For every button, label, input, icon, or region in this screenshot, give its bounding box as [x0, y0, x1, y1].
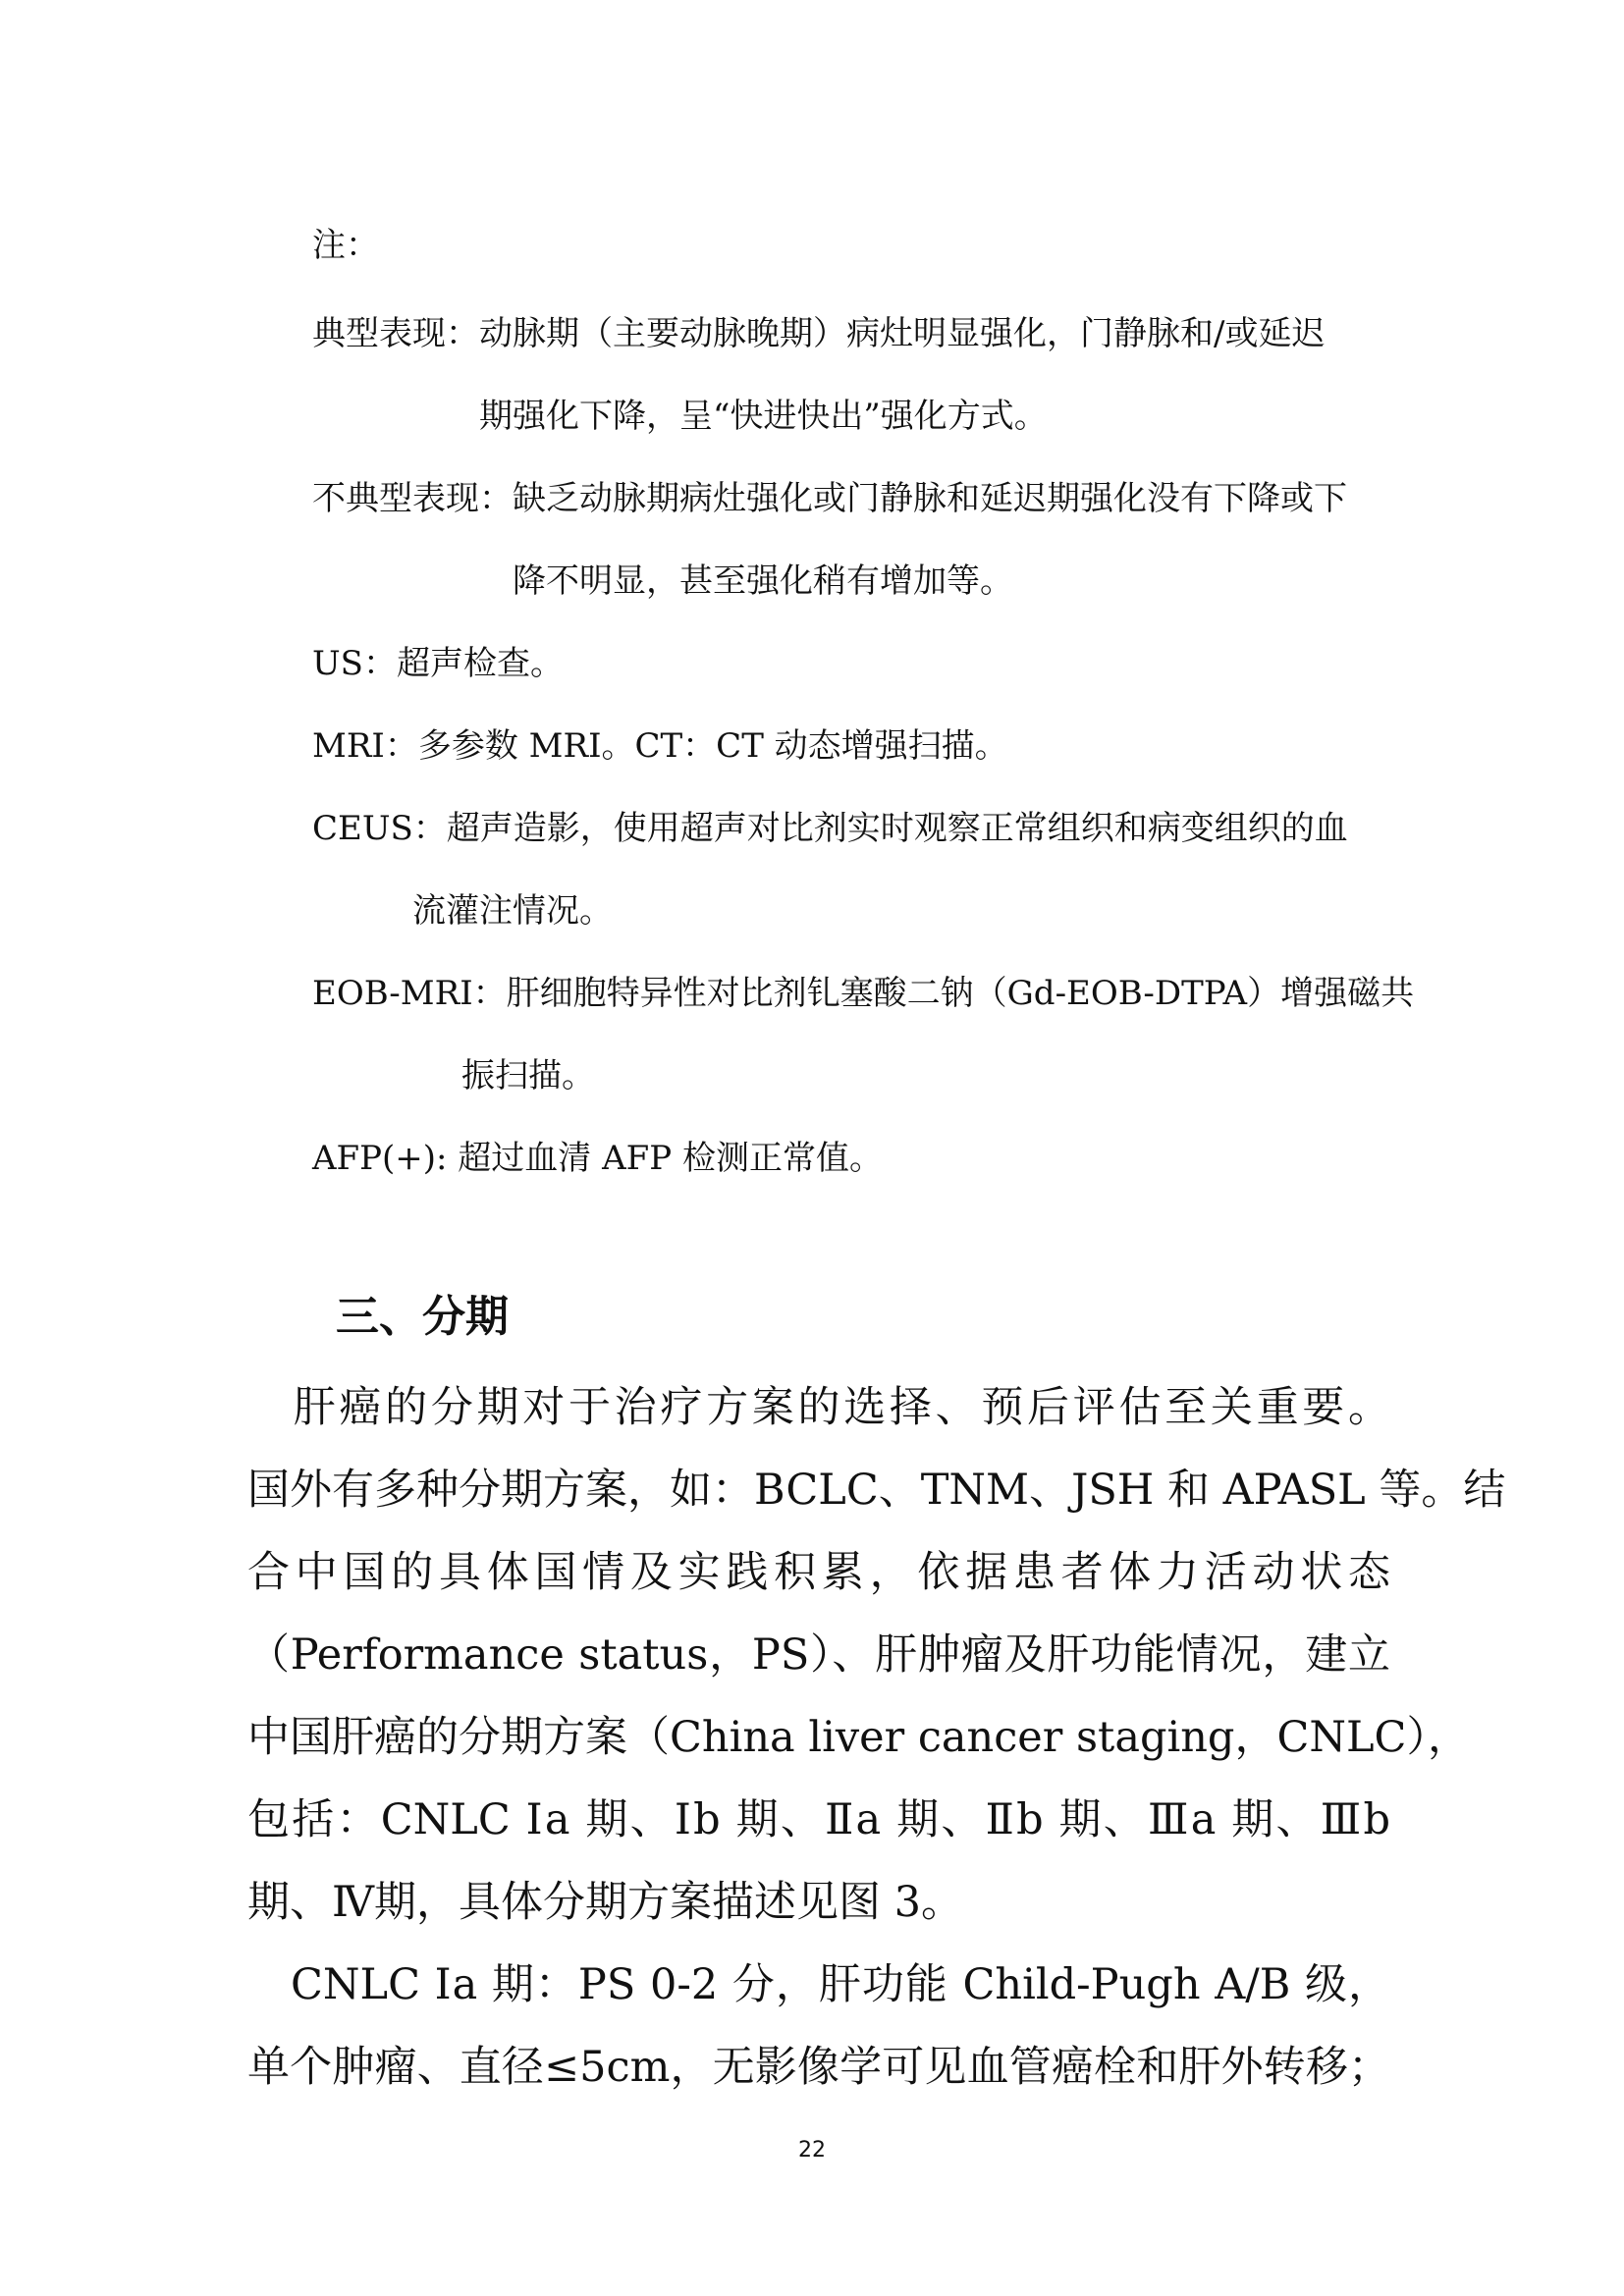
paragraph-line: 肝癌的分期对于治疗方案的选择、预后评估至关重要。 — [247, 1383, 1390, 1432]
staging-paragraph-2 — [247, 1944, 1390, 2109]
note-ceus-line2: 流灌注情况。 — [412, 891, 613, 931]
note-atypical-line2: 降不明显，甚至强化稍有增加等。 — [513, 561, 1013, 601]
note-us: US：超声检查。 — [312, 644, 564, 683]
note-mri-ct: MRI：多参数 MRI。CT：CT 动态增强扫描。 — [312, 726, 1008, 766]
note-eob-line1: EOB-MRI：肝细胞特异性对比剂钆塞酸二钠（Gd-EOB-DTPA）增强磁共 — [312, 974, 1415, 1013]
note-eob-line2: 振扫描。 — [461, 1056, 595, 1095]
paragraph-line: CNLC Ⅰa 期：PS 0-2 分，肝功能 Child-Pugh A/B 级， — [247, 1960, 1390, 2009]
page-number: 22 — [798, 2138, 826, 2163]
note-typical-line1: 典型表现：动脉期（主要动脉晚期）病灶明显强化，门静脉和/或延迟 — [312, 314, 1326, 353]
notes-heading: 注： — [312, 226, 379, 265]
note-atypical-line1: 不典型表现：缺乏动脉期病灶强化或门静脉和延迟期强化没有下降或下 — [312, 479, 1347, 518]
staging-paragraph-1 — [247, 1366, 1506, 1944]
paragraph-line: 合中国的具体国情及实践积累，依据患者体力活动状态 — [247, 1548, 1390, 1597]
paragraph-line: 包括：CNLC Ⅰa 期、Ⅰb 期、Ⅱa 期、Ⅱb 期、Ⅲa 期、Ⅲb — [247, 1795, 1390, 1844]
paragraph-line: 中国肝癌的分期方案（China liver cancer staging，CNLC）， — [247, 1713, 1470, 1762]
note-typical-line2: 期强化下降，呈“快进快出”强化方式。 — [479, 397, 1048, 436]
paragraph-line: 国外有多种分期方案，如：BCLC、TNM、JSH 和 APASL 等。结 — [247, 1466, 1506, 1515]
paragraph-line: 期、Ⅳ期，具体分期方案描述见图 3。 — [247, 1878, 963, 1927]
paragraph-line: 单个肿瘤、直径≤5cm，无影像学可见血管癌栓和肝外转移； — [247, 2043, 1390, 2092]
note-afp: AFP(+): 超过血清 AFP 检测正常值。 — [312, 1139, 883, 1178]
section-title: 三、分期 — [336, 1292, 509, 1342]
note-ceus-line1: CEUS：超声造影，使用超声对比剂实时观察正常组织和病变组织的血 — [312, 809, 1348, 848]
paragraph-line: （Performance status，PS）、肝肿瘤及肝功能情况，建立 — [247, 1630, 1390, 1680]
